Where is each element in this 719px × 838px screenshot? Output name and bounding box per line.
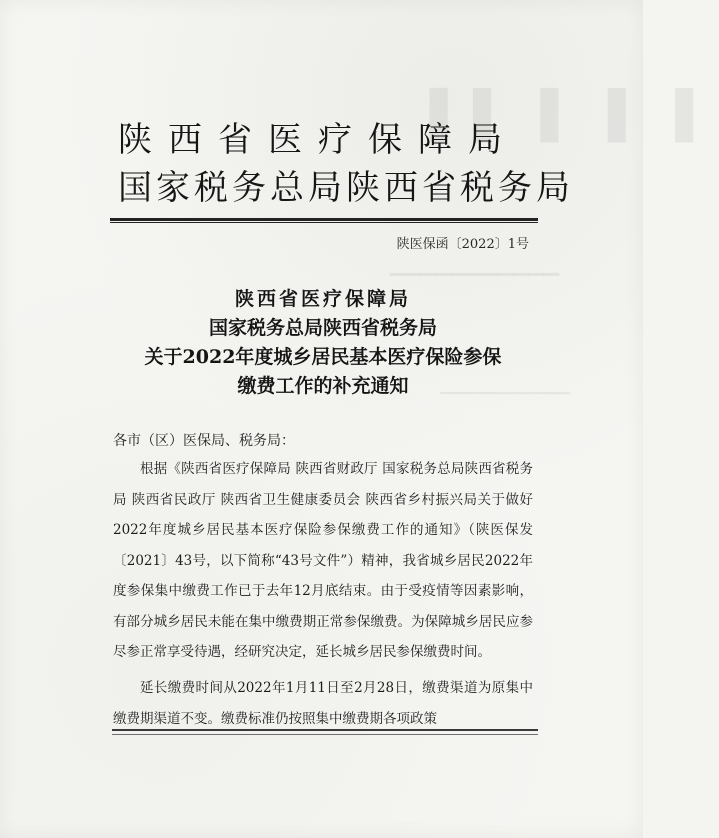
header-divider-thin [110,222,538,223]
footer-divider [112,729,538,731]
bleed-through-mark: ▁▁▁▁▁▁▁▁▁▁▁ [390,252,560,276]
issuer-name-2: 国家税务总局陕西省税务局 [118,168,574,208]
document-number: 陕医保函〔2022〕1号 [396,237,529,252]
title-line-1: 陕西省医疗保障局 [234,288,411,310]
title-line-4: 缴费工作的补充通知 [237,375,409,397]
body-paragraph-1: 根据《陕西省医疗保障局 陕西省财政厅 国家税务总局陕西省税务局 陕西省民政厅 陕西省卫生健康委员会 陕西省乡村振兴局关于做好2022年度城乡居民基本医疗保险参保缴费工作的通知》（陕医保发〔2021〕43号，以下简称“43号文件”）精神，我省城乡居民2022年度参保集中缴费工作已于去年12月底结束。由于受疫情等因素影响，有部分城乡居民未能在集中缴费期正常参保缴费。为保障城乡居民应参尽参正常享受待遇，经研究决定，延长城乡居民参保缴费时间。 [113,461,533,660]
bleed-through-mark: ▌▌ ▌ ▌ ▌ [430,88,719,142]
footer-divider-thin [112,734,538,735]
body-paragraph-2: 延长缴费时间从2022年1月11日至2月28日，缴费渠道为原集中缴费期渠道不变。缴费标准仍按照集中缴费期各项政策 [113,680,533,727]
bleed-through-mark: ▁▁▁▁▁▁▁▁▁▁▁▁▁ [440,380,570,395]
salutation: 各市（区）医保局、税务局： [113,433,295,449]
title-line-2: 国家税务总局陕西省税务局 [208,317,437,339]
issuer-name-1: 陕西省医疗保障局 [118,120,518,160]
title-line-3: 关于2022年度城乡居民基本医疗保险参保 [144,346,502,368]
header-divider [110,218,538,221]
